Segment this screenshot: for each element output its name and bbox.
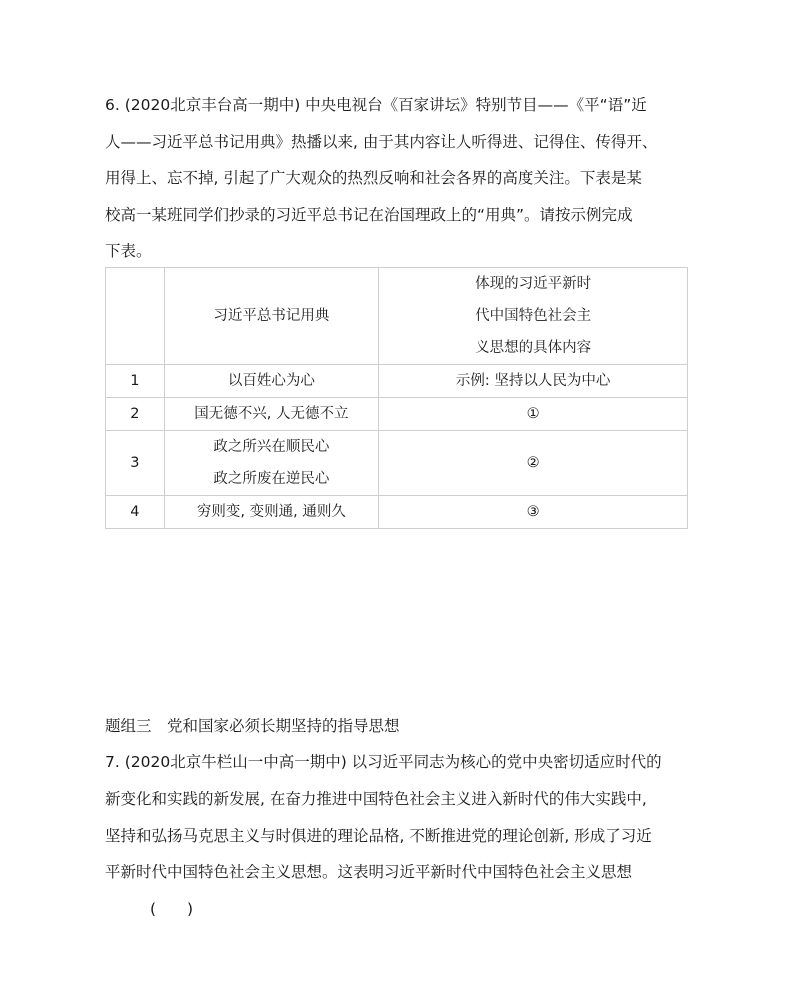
header-content-line: 体现的习近平新时 — [475, 276, 592, 292]
question-7-line: 坚持和弘扬马克思主义与时俱进的理论品格, 不断推进党的理论创新, 形成了习近 — [105, 827, 652, 845]
row-num-cell: 3 — [106, 431, 165, 496]
header-quote-cell: 习近平总书记用典 — [164, 268, 379, 365]
header-content-line: 义思想的具体内容 — [475, 340, 592, 356]
table-row — [106, 496, 688, 529]
row-num-cell: 2 — [106, 398, 165, 431]
question-7-line: 新变化和实践的新发展, 在奋力推进中国特色社会主义进入新时代的伟大实践中, — [105, 790, 647, 808]
table-header-row — [106, 268, 688, 365]
row-quote-line: 穷则变, 变则通, 通则久 — [196, 504, 346, 520]
row-quote-line: 以百姓心为心 — [227, 373, 315, 389]
answer-blank: ( ) — [150, 900, 194, 918]
question-7-line: 平新时代中国特色社会主义思想。这表明习近平新时代中国特色社会主义思想 — [105, 863, 633, 881]
question-7-line: 7. (2020北京牛栏山一中高一期中) 以习近平同志为核心的党中央密切适应时代的 — [105, 753, 662, 771]
row-content-cell: ② — [379, 431, 688, 496]
row-quote-cell — [164, 398, 379, 431]
quote-table — [105, 267, 688, 529]
row-content-cell: ① — [379, 398, 688, 431]
header-content-cell — [379, 268, 688, 365]
question-6-line: 校高一某班同学们抄录的习近平总书记在治国理政上的“用典”。请按示例完成 — [105, 206, 633, 224]
question-6-line: 人——习近平总书记用典》热播以来, 由于其内容让人听得进、记得住、传得开、 — [105, 133, 658, 151]
row-num-cell: 1 — [106, 365, 165, 398]
row-quote-line: 政之所废在逆民心 — [213, 471, 330, 487]
question-6-line: 下表。 — [105, 242, 152, 260]
row-num-cell: 4 — [106, 496, 165, 529]
table-row — [106, 365, 688, 398]
question-6-line: 用得上、忘不掉, 引起了广大观众的热烈反响和社会各界的高度关注。下表是某 — [105, 169, 642, 187]
group-3-heading: 题组三 党和国家必须长期坚持的指导思想 — [105, 717, 400, 735]
question-6-line: 6. (2020北京丰台高一期中) 中央电视台《百家讲坛》特别节目——《平“语”近 — [105, 96, 647, 114]
row-quote-cell — [164, 431, 379, 496]
row-quote-line: 政之所兴在顺民心 — [213, 439, 330, 455]
row-quote-cell — [164, 496, 379, 529]
row-quote-cell — [164, 365, 379, 398]
table-row — [106, 431, 688, 496]
header-content-line: 代中国特色社会主 — [475, 308, 592, 324]
header-num-cell — [106, 268, 165, 365]
row-quote-line: 国无德不兴, 人无德不立 — [194, 406, 349, 422]
row-content-cell: ③ — [379, 496, 688, 529]
table-row — [106, 398, 688, 431]
row-content-cell: 示例: 坚持以人民为中心 — [379, 365, 688, 398]
